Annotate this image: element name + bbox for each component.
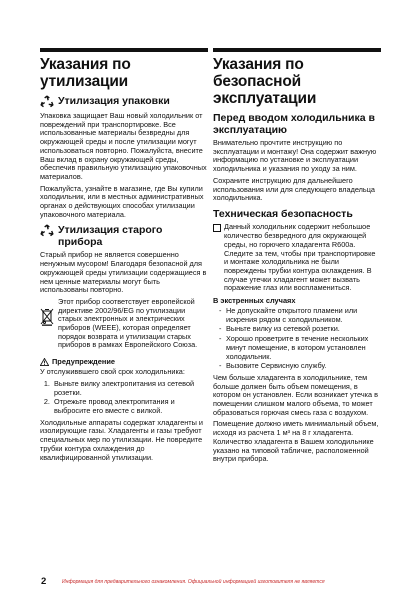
recycle-icon [40, 95, 54, 109]
old-appliance-subhead [40, 225, 208, 248]
old-appliance-paragraph-1: Старый прибор не является совершенно ненужным мусором! Благодаря безопасной для окружающей среды утилизации содержащиеся в нем ценные материалы могут быть использованы повторно. [40, 250, 207, 295]
old-appliance-heading: Утилизация старого прибора [58, 224, 163, 248]
warning-icon [40, 358, 49, 366]
technical-safety-item [213, 223, 381, 293]
before-use-paragraph-1: Внимательно прочтите инструкцию по эксплуатации и монтажу! Она содержит важную информацию по установке и эксплуатации холодильника и указания по уходу за ним. [213, 138, 377, 174]
safety-title: Указания по безопасной эксплуатации [213, 56, 317, 107]
technical-safety-heading: Техническая безопасность [213, 207, 353, 220]
emergency-heading: В экстренных случаях [213, 296, 296, 306]
disposal-title: Указания по утилизации [40, 56, 131, 90]
refrigerant-paragraph: Холодильные аппараты содержат хладагенты и изолирующие газы. Хладагенты и газы требуют специальных мер по утилизации. Не повредите трубки контура охлаждения до квалифицированной утилизации. [40, 417, 203, 462]
technical-safety-paragraph: Данный холодильник содержит небольшое количество безвредного для окружающей среды, но горючего хладагента R600a. Следите за тем, чтобы при транспортировке и монтаже холодильника не были повреждены трубки контура охлаждения. В случае утечки хладагент может вызвать поражение глаз или воспламениться. [224, 222, 376, 293]
list-item: - Не допускайте открытого пламени или искрения рядом с холодильником. [219, 307, 381, 324]
checkbox-bullet-icon [213, 224, 221, 232]
room-volume-paragraph: Чем больше хладагента в холодильнике, тем больше должен быть объем помещения, в котором он установлен. Если возникает утечка в помещении слишком малого объема, то может образоваться горючая смесь газа с воздухом. [213, 372, 378, 417]
list-item: - Выньте вилку из сетевой розетки. [219, 325, 381, 334]
crossed-bin-icon [40, 308, 54, 326]
packaging-heading: Утилизация упаковки [58, 95, 170, 107]
warning-heading: Предупреждение [52, 357, 115, 367]
section-rule [40, 48, 208, 52]
packaging-paragraph-1: Упаковка защищает Ваш новый холодильник от повреждений при транспортировке. Все использованные материалы безвредны для окружающей среды и после утилизации могут использоваться повторно. Пожалуйста, внесите Ваш вклад в охрану окружающей среды, обеспечив правильную утилизацию упаковочных материалов. [40, 111, 207, 181]
weee-paragraph: Этот прибор соответствует европейской директиве 2002/96/EG по утилизации старых электронных и электрических приборов (WEEE), которая определяет порядок возврата и утилизации старых приборов в рамках Европейского Союза. [58, 296, 198, 350]
weee-block [40, 298, 208, 353]
packaging-paragraph-2: Пожалуйста, узнайте в магазине, где Вы купили холодильник, или в местных административных органах о действующих способах утилизации упаковочного материала. [40, 183, 204, 219]
warning-intro: У отслуживвшего свой срок холодильника: [40, 367, 185, 377]
left-column [40, 48, 208, 465]
section-rule [213, 48, 381, 52]
disclaimer-text: Информация для предварительного ознакомления. Официальной информацией изготовителя не является [62, 579, 325, 585]
list-item: 1. Выньте вилку электропитания из сетевой розетки. [52, 380, 208, 397]
before-use-paragraph-2: Сохраните инструкцию для дальнейшего использования или для следующего владельца холодильника. [213, 175, 375, 203]
right-column [213, 48, 381, 467]
minimum-volume-paragraph: Помещение должно иметь минимальный объем, исходя из расчета 1 м³ на 8 г хладагента. Количество хладагента в Вашем холодильнике указано на типовой табличке, расположенной внутри прибора. [213, 419, 379, 464]
page-number: 2 [41, 576, 47, 587]
list-item: - Вызовите Сервисную службу. [219, 362, 381, 371]
warning-subhead [40, 357, 208, 366]
list-item: 2. Отрежьте провод электропитания и выбросите его вместе с вилкой. [52, 398, 208, 415]
before-use-heading: Перед вводом холодильника в эксплуатацию [213, 112, 375, 136]
packaging-subhead [40, 96, 208, 109]
list-item: - Хорошо проветрите в течение нескольких минут помещение, в котором установлен холодильник. [219, 335, 381, 361]
recycle-icon [40, 224, 54, 238]
emergency-list [213, 307, 381, 371]
warning-list [40, 380, 208, 416]
